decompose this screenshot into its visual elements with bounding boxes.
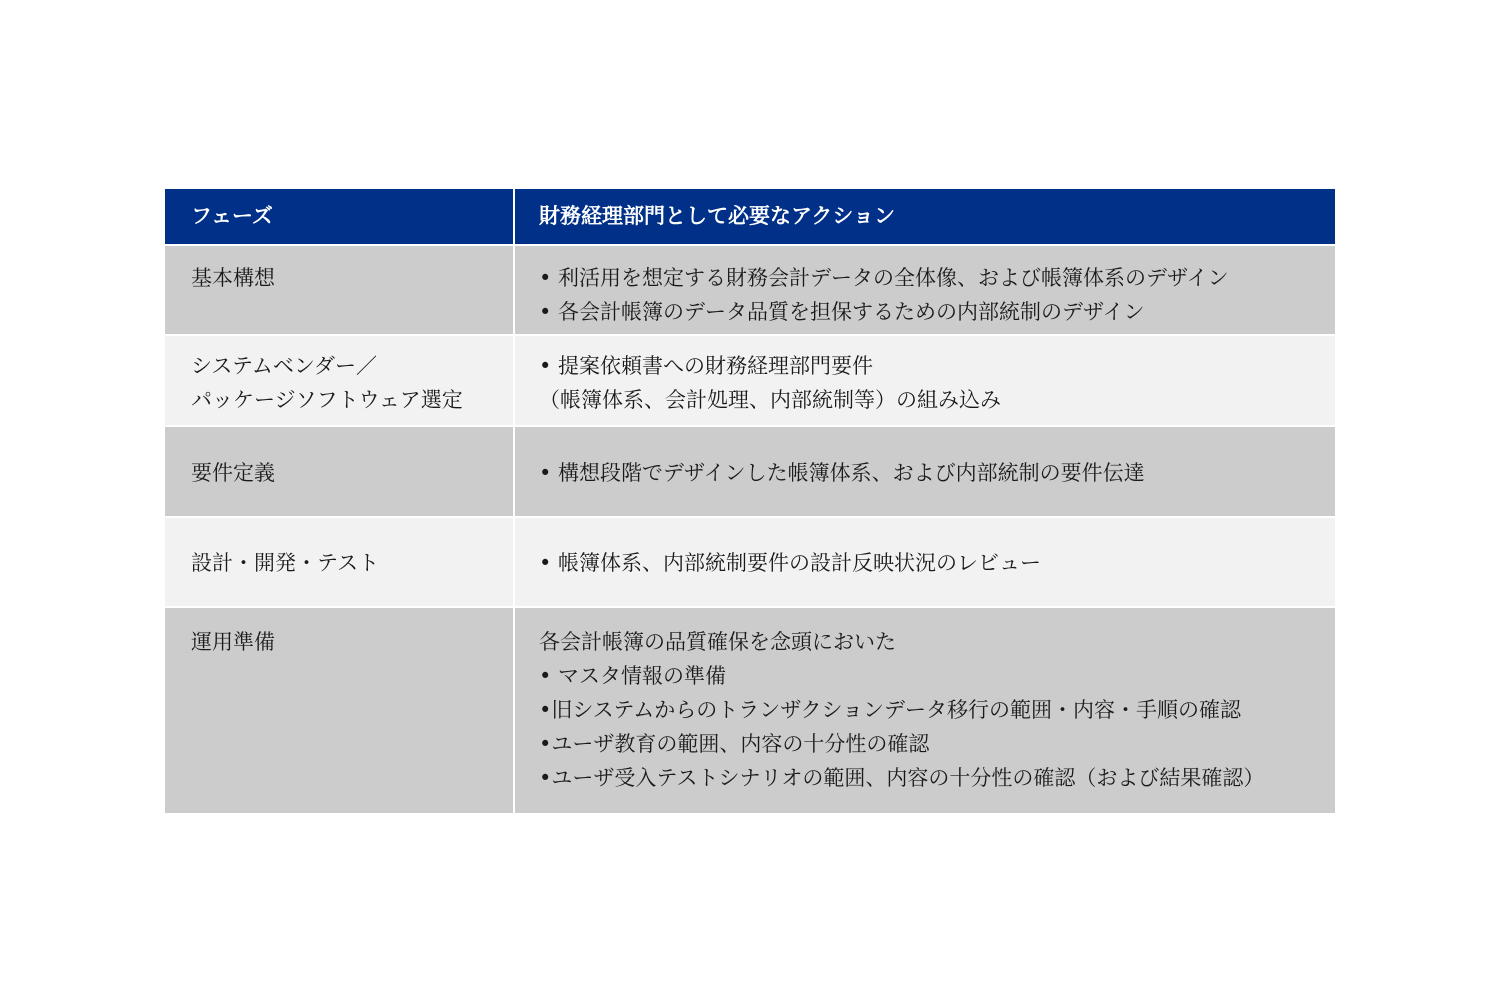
table-row (165, 518, 1335, 606)
table-row (165, 608, 1335, 813)
phase-text: 設計・開発・テスト (191, 551, 380, 575)
table-header-row (165, 189, 1335, 244)
action-cell (515, 246, 1335, 334)
action-text: • マスタ情報の準備 (539, 664, 727, 688)
action-text: • 構想段階でデザインした帳簿体系、および内部統制の要件伝達 (539, 461, 1145, 485)
table-row (165, 427, 1335, 516)
phase-cell (165, 336, 515, 425)
phase-text: 運用準備 (191, 630, 275, 654)
action-text: • 利活用を想定する財務会計データの全体像、および帳簿体系のデザイン (539, 266, 1229, 290)
phase-text: システムベンダー／ (191, 354, 378, 378)
action-cell (515, 518, 1335, 606)
action-text: •ユーザ受入テストシナリオの範囲、内容の十分性の確認（および結果確認） (539, 766, 1265, 790)
action-text: • 各会計帳簿のデータ品質を担保するための内部統制のデザイン (539, 300, 1145, 324)
phase-text: 基本構想 (191, 266, 275, 290)
table-row (165, 246, 1335, 334)
phase-cell (165, 608, 515, 813)
action-text: •旧システムからのトランザクションデータ移行の範囲・内容・手順の確認 (539, 698, 1242, 722)
action-cell (515, 336, 1335, 425)
action-cell (515, 608, 1335, 813)
phase-text: パッケージソフトウェア選定 (191, 388, 463, 412)
action-text: • 提案依頼書への財務経理部門要件 (539, 354, 874, 378)
action-cell (515, 427, 1335, 516)
phase-cell (165, 518, 515, 606)
phase-action-table (165, 189, 1335, 813)
table-row (165, 336, 1335, 425)
action-text: 各会計帳簿の品質確保を念頭においた (539, 630, 896, 654)
header-phase: フェーズ (165, 189, 515, 244)
phase-cell (165, 427, 515, 516)
phase-cell (165, 246, 515, 334)
action-text: • 帳簿体系、内部統制要件の設計反映状況のレビュー (539, 551, 1042, 575)
action-text: •ユーザ教育の範囲、内容の十分性の確認 (539, 732, 930, 756)
phase-text: 要件定義 (191, 461, 275, 485)
action-text: （帳簿体系、会計処理、内部統制等）の組み込み (539, 388, 1001, 412)
header-action: 財務経理部門として必要なアクション (539, 204, 895, 228)
